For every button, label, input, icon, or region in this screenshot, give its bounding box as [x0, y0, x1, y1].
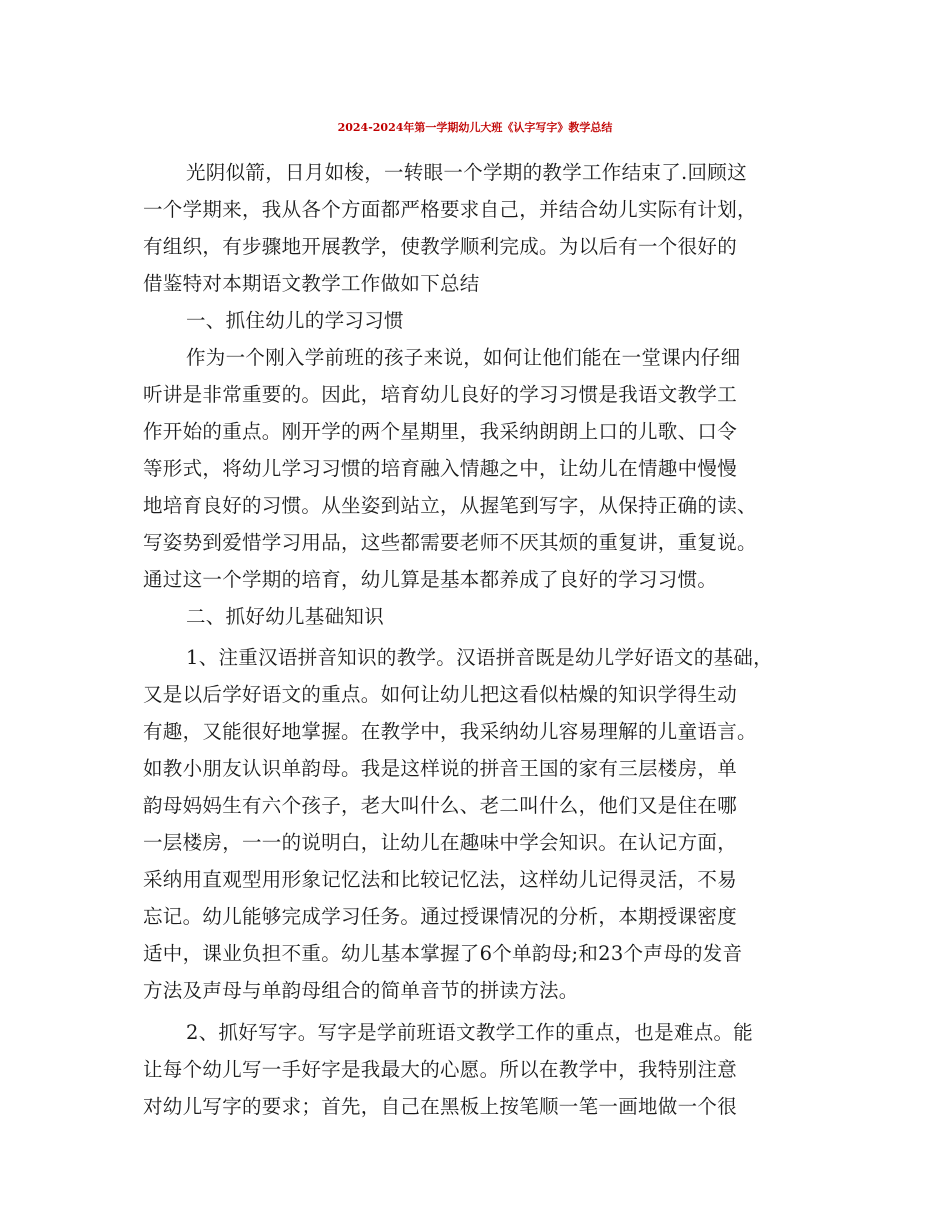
- paragraph-line: 韵母妈妈生有六个孩子，老大叫什么、老二叫什么，他们又是住在哪: [143, 794, 738, 817]
- paragraph-line: 听讲是非常重要的。因此，培育幼儿良好的学习习惯是我语文教学工: [143, 383, 738, 406]
- paragraph-line: 采纳用直观型用形象记忆法和比较记忆法，这样幼儿记得灵活，不易: [143, 868, 738, 891]
- paragraph-line: 借鉴特对本期语文教学工作做如下总结: [143, 272, 480, 295]
- section-heading: 二、抓好幼儿基础知识: [186, 605, 385, 628]
- paragraph-line: 有组织，有步骤地开展教学，使教学顺利完成。为以后有一个很好的: [143, 235, 738, 258]
- paragraph-line: 2、抓好写字。写字是学前班语文教学工作的重点，也是难点。能: [186, 1021, 754, 1044]
- paragraph-line: 1、注重汉语拼音知识的教学。汉语拼音既是幼儿学好语文的基础，: [186, 646, 773, 669]
- paragraph-line: 一个学期来，我从各个方面都严格要求自己，并结合幼儿实际有计划，: [143, 198, 757, 221]
- paragraph-line: 作为一个刚入学前班的孩子来说，如何让他们能在一堂课内仔细: [186, 346, 741, 369]
- paragraph-line: 对幼儿写字的要求；首先，自己在黑板上按笔顺一笔一画地做一个很: [143, 1095, 738, 1118]
- paragraph-line: 适中，课业负担不重。幼儿基本掌握了6个单韵母;和23个声母的发音: [143, 942, 743, 965]
- paragraph-line: 光阴似箭，日月如梭，一转眼一个学期的教学工作结束了.回顾这: [186, 161, 747, 184]
- paragraph-line: 又是以后学好语文的重点。如何让幼儿把这看似枯燥的知识学得生动: [143, 683, 738, 706]
- paragraph-line: 如教小朋友认识单韵母。我是这样说的拼音王国的家有三层楼房，单: [143, 757, 738, 780]
- paragraph-line: 有趣，又能很好地掌握。在教学中，我采纳幼儿容易理解的儿童语言。: [143, 720, 757, 743]
- paragraph-line: 忘记。幼儿能够完成学习任务。通过授课情况的分析，本期授课密度: [143, 905, 738, 928]
- paragraph-line: 一层楼房，一一的说明白，让幼儿在趣味中学会知识。在认记方面，: [143, 831, 738, 854]
- paragraph-line: 作开始的重点。刚开学的两个星期里，我采纳朗朗上口的儿歌、口令: [143, 420, 738, 443]
- paragraph-line: 写姿势到爱惜学习用品，这些都需要老师不厌其烦的重复讲，重复说。: [143, 531, 757, 554]
- paragraph-line: 等形式，将幼儿学习习惯的培育融入情趣之中，让幼儿在情趣中慢慢: [143, 457, 738, 480]
- section-heading: 一、抓住幼儿的学习习惯: [186, 309, 404, 332]
- paragraph-line: 方法及声母与单韵母组合的简单音节的拼读方法。: [143, 979, 579, 1002]
- document-title: 2024-2024年第一学期幼儿大班《认字写字》教学总结: [337, 121, 613, 134]
- paragraph-line: 通过这一个学期的培育，幼儿算是基本都养成了良好的学习习惯。: [143, 568, 718, 591]
- paragraph-line: 让每个幼儿写一手好字是我最大的心愿。所以在教学中，我特别注意: [143, 1058, 738, 1081]
- paragraph-line: 地培育良好的习惯。从坐姿到站立，从握笔到写字，从保持正确的读、: [143, 494, 757, 517]
